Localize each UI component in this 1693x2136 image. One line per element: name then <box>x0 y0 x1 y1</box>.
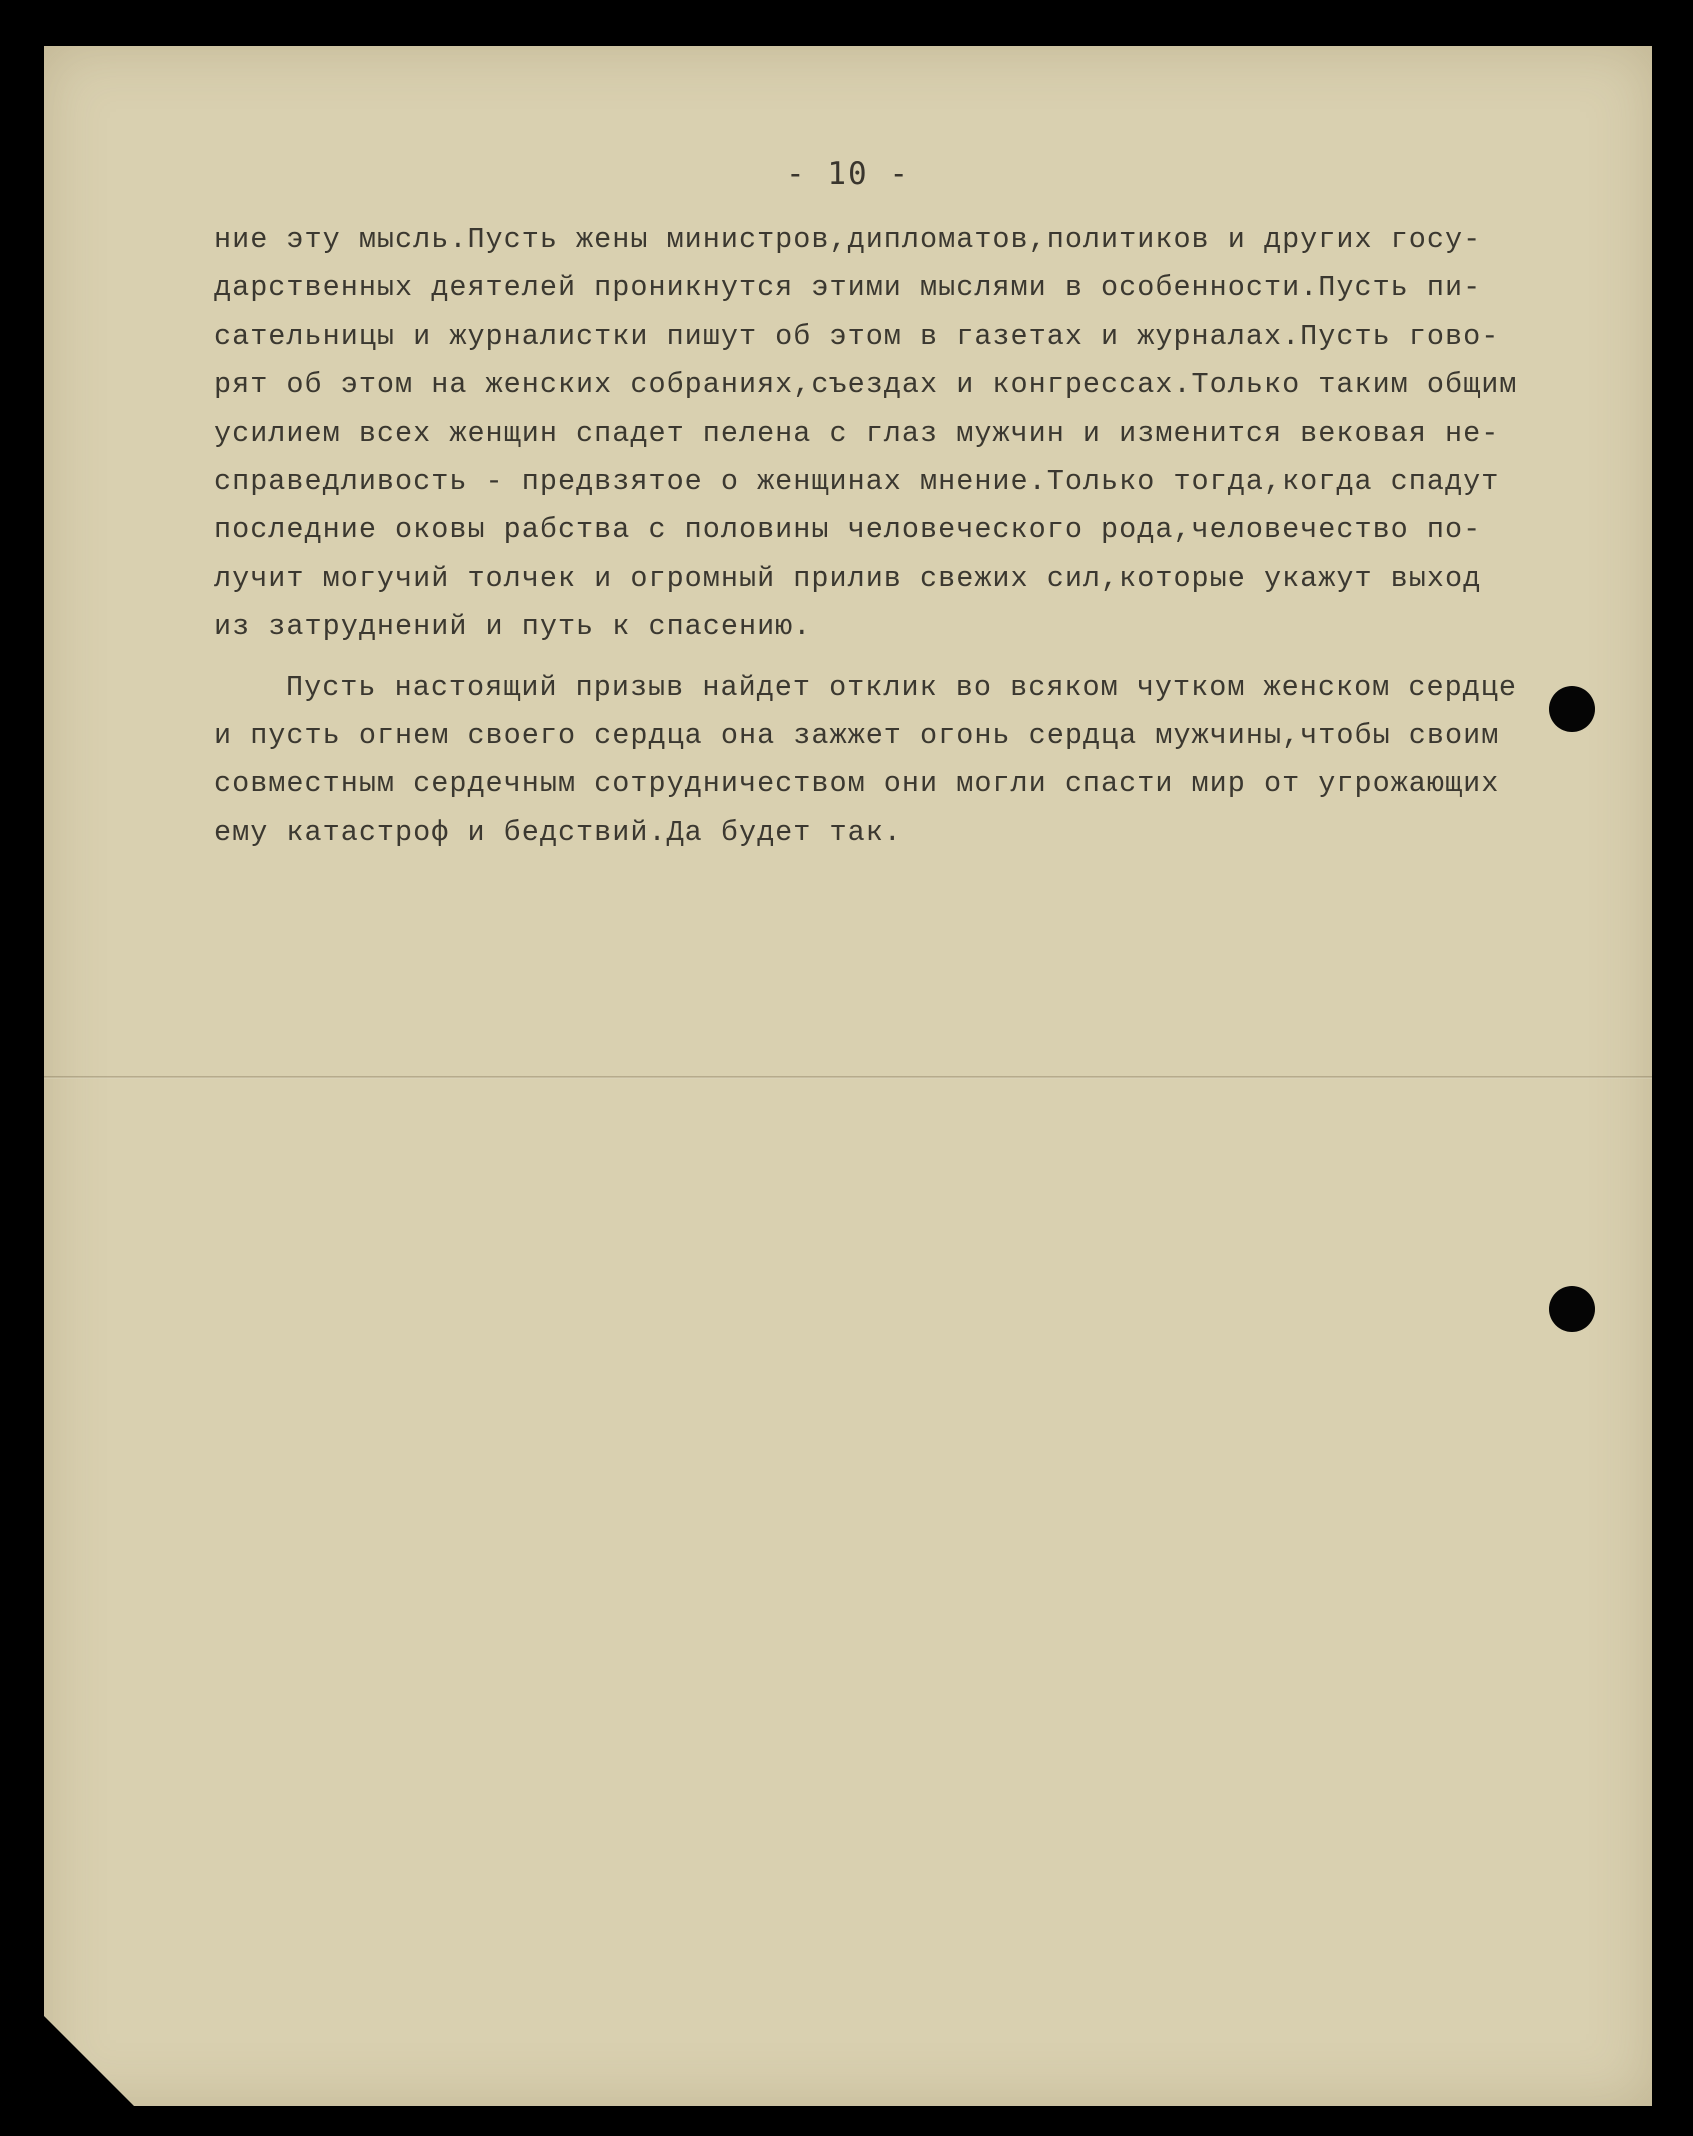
text-line: и пусть огнем своего сердца она зажжет огонь сердца мужчины,чтобы своим <box>214 718 1500 752</box>
paragraph-gap <box>214 652 1594 664</box>
punch-hole-bottom <box>1549 1286 1595 1332</box>
text-line: из затруднений и путь к спасению. <box>214 610 812 644</box>
page-fold-crease <box>44 1076 1652 1079</box>
text-line: дарственных деятелей проникнутся этими мыслями в особенности.Пусть пи- <box>214 271 1482 305</box>
text-line: последние оковы рабства с половины человеческого рода,человечество по- <box>214 513 1482 547</box>
text-line: ему катастроф и бедствий.Да будет так. <box>214 815 902 849</box>
text-line: Пусть настоящий призыв найдет отклик во всяком чутком женском сердце <box>286 670 1517 704</box>
text-line: усилием всех женщин спадет пелена с глаз мужчин и изменится вековая не- <box>214 416 1500 450</box>
paragraph-2 <box>214 664 1594 858</box>
paragraph-1 <box>214 216 1594 652</box>
text-line: совместным сердечным сотрудничеством они могли спасти мир от угрожающих <box>214 767 1500 801</box>
text-line: ние эту мысль.Пусть жены министров,дипломатов,политиков и других госу- <box>214 223 1482 256</box>
document-page <box>44 46 1652 2106</box>
page-number: - 10 - <box>786 156 910 192</box>
text-line: справедливость - предвзятое о женщинах мнение.Только тогда,когда спадут <box>214 464 1500 498</box>
text-line: рят об этом на женских собраниях,съездах и конгрессах.Только таким общим <box>214 368 1518 402</box>
text-line: лучит могучий толчек и огромный прилив свежих сил,которые укажут выход <box>214 561 1482 595</box>
folded-corner <box>44 2016 134 2106</box>
text-line: сательницы и журналистки пишут об этом в газетах и журналах.Пусть гово- <box>214 319 1500 353</box>
body-text <box>214 216 1594 857</box>
